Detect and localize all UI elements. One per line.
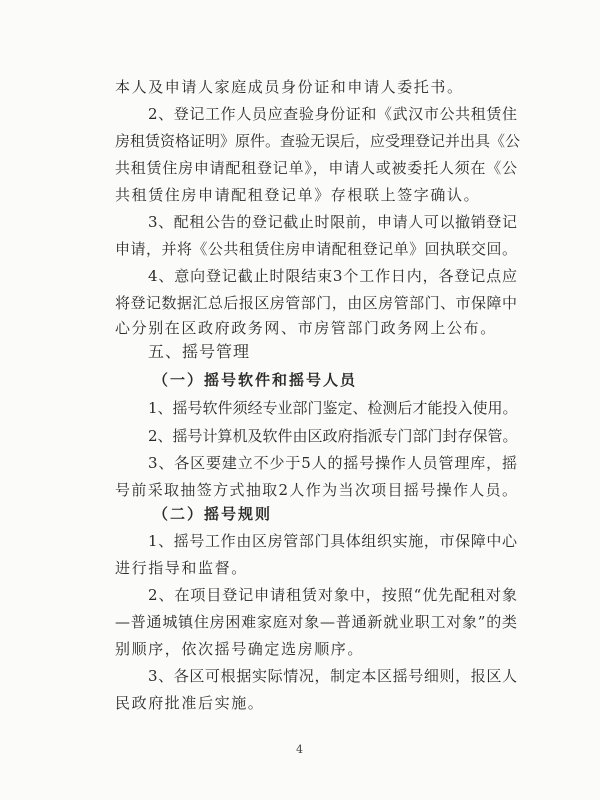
paragraph-line: 4、意向登记截止时限结束3个工作日内，各登记点应	[148, 267, 517, 285]
paragraph-line: 2、在项目登记申请租赁对象中，按照“优先配租对象	[148, 586, 517, 604]
paragraph-line: 心分别在区政府政务网、市房管部门政务网上公布。	[115, 319, 497, 337]
paragraph-line: 1、摇号软件须经专业部门鉴定、检测后才能投入使用。	[148, 399, 518, 417]
page-number: 4	[296, 743, 303, 756]
paragraph-line: 2、摇号计算机及软件由区政府指派专门部门封存保管。	[148, 427, 518, 445]
paragraph-line: 申请，并将《公共租赁住房申请配租登记单》回执联交回。	[115, 240, 517, 258]
paragraph-line: 别顺序，依次摇号确定选房顺序。	[115, 640, 365, 658]
paragraph-line: 进行指导和监督。	[115, 559, 248, 577]
paragraph-line: 1、摇号工作由区房管部门具体组织实施，市保障中心	[148, 532, 517, 550]
paragraph-line: 3、各区可根据实际情况，制定本区摇号细则，报区人	[148, 667, 517, 685]
paragraph-line: 2、登记工作人员应查验身份证和《武汉市公共租赁住	[148, 105, 517, 123]
section-heading: 五、摇号管理	[148, 342, 251, 361]
subsection-heading: （一）摇号软件和摇号人员	[153, 371, 358, 389]
paragraph-line: 房租赁资格证明》原件。查验无误后，应受理登记并出具《公	[115, 132, 521, 150]
paragraph-line: 民政府批准后实施。	[115, 694, 265, 712]
subsection-heading: （二）摇号规则	[153, 505, 273, 523]
paragraph-line: 共租赁住房申请配租登记单》，申请人或被委托人须在《公	[115, 159, 517, 177]
paragraph-line: 本人及申请人家庭成员身份证和申请人委托书。	[115, 78, 464, 96]
paragraph-line: 3、配租公告的登记截止时限前，申请人可以撤销登记	[148, 213, 517, 231]
paragraph-line: 将登记数据汇总后报区房管部门，由区房管部门、市保障中	[115, 294, 517, 312]
paragraph-line: 共租赁住房申请配租登记单》存根联上签字确认。	[115, 186, 481, 204]
paragraph-line: 号前采取抽签方式抽取2人作为当次项目摇号操作人员。	[115, 481, 517, 499]
paragraph-line: 3、各区要建立不少于5人的摇号操作人员管理库，摇	[148, 454, 517, 472]
paragraph-line: —普通城镇住房困难家庭对象—普通新就业职工对象”的类	[115, 613, 517, 631]
